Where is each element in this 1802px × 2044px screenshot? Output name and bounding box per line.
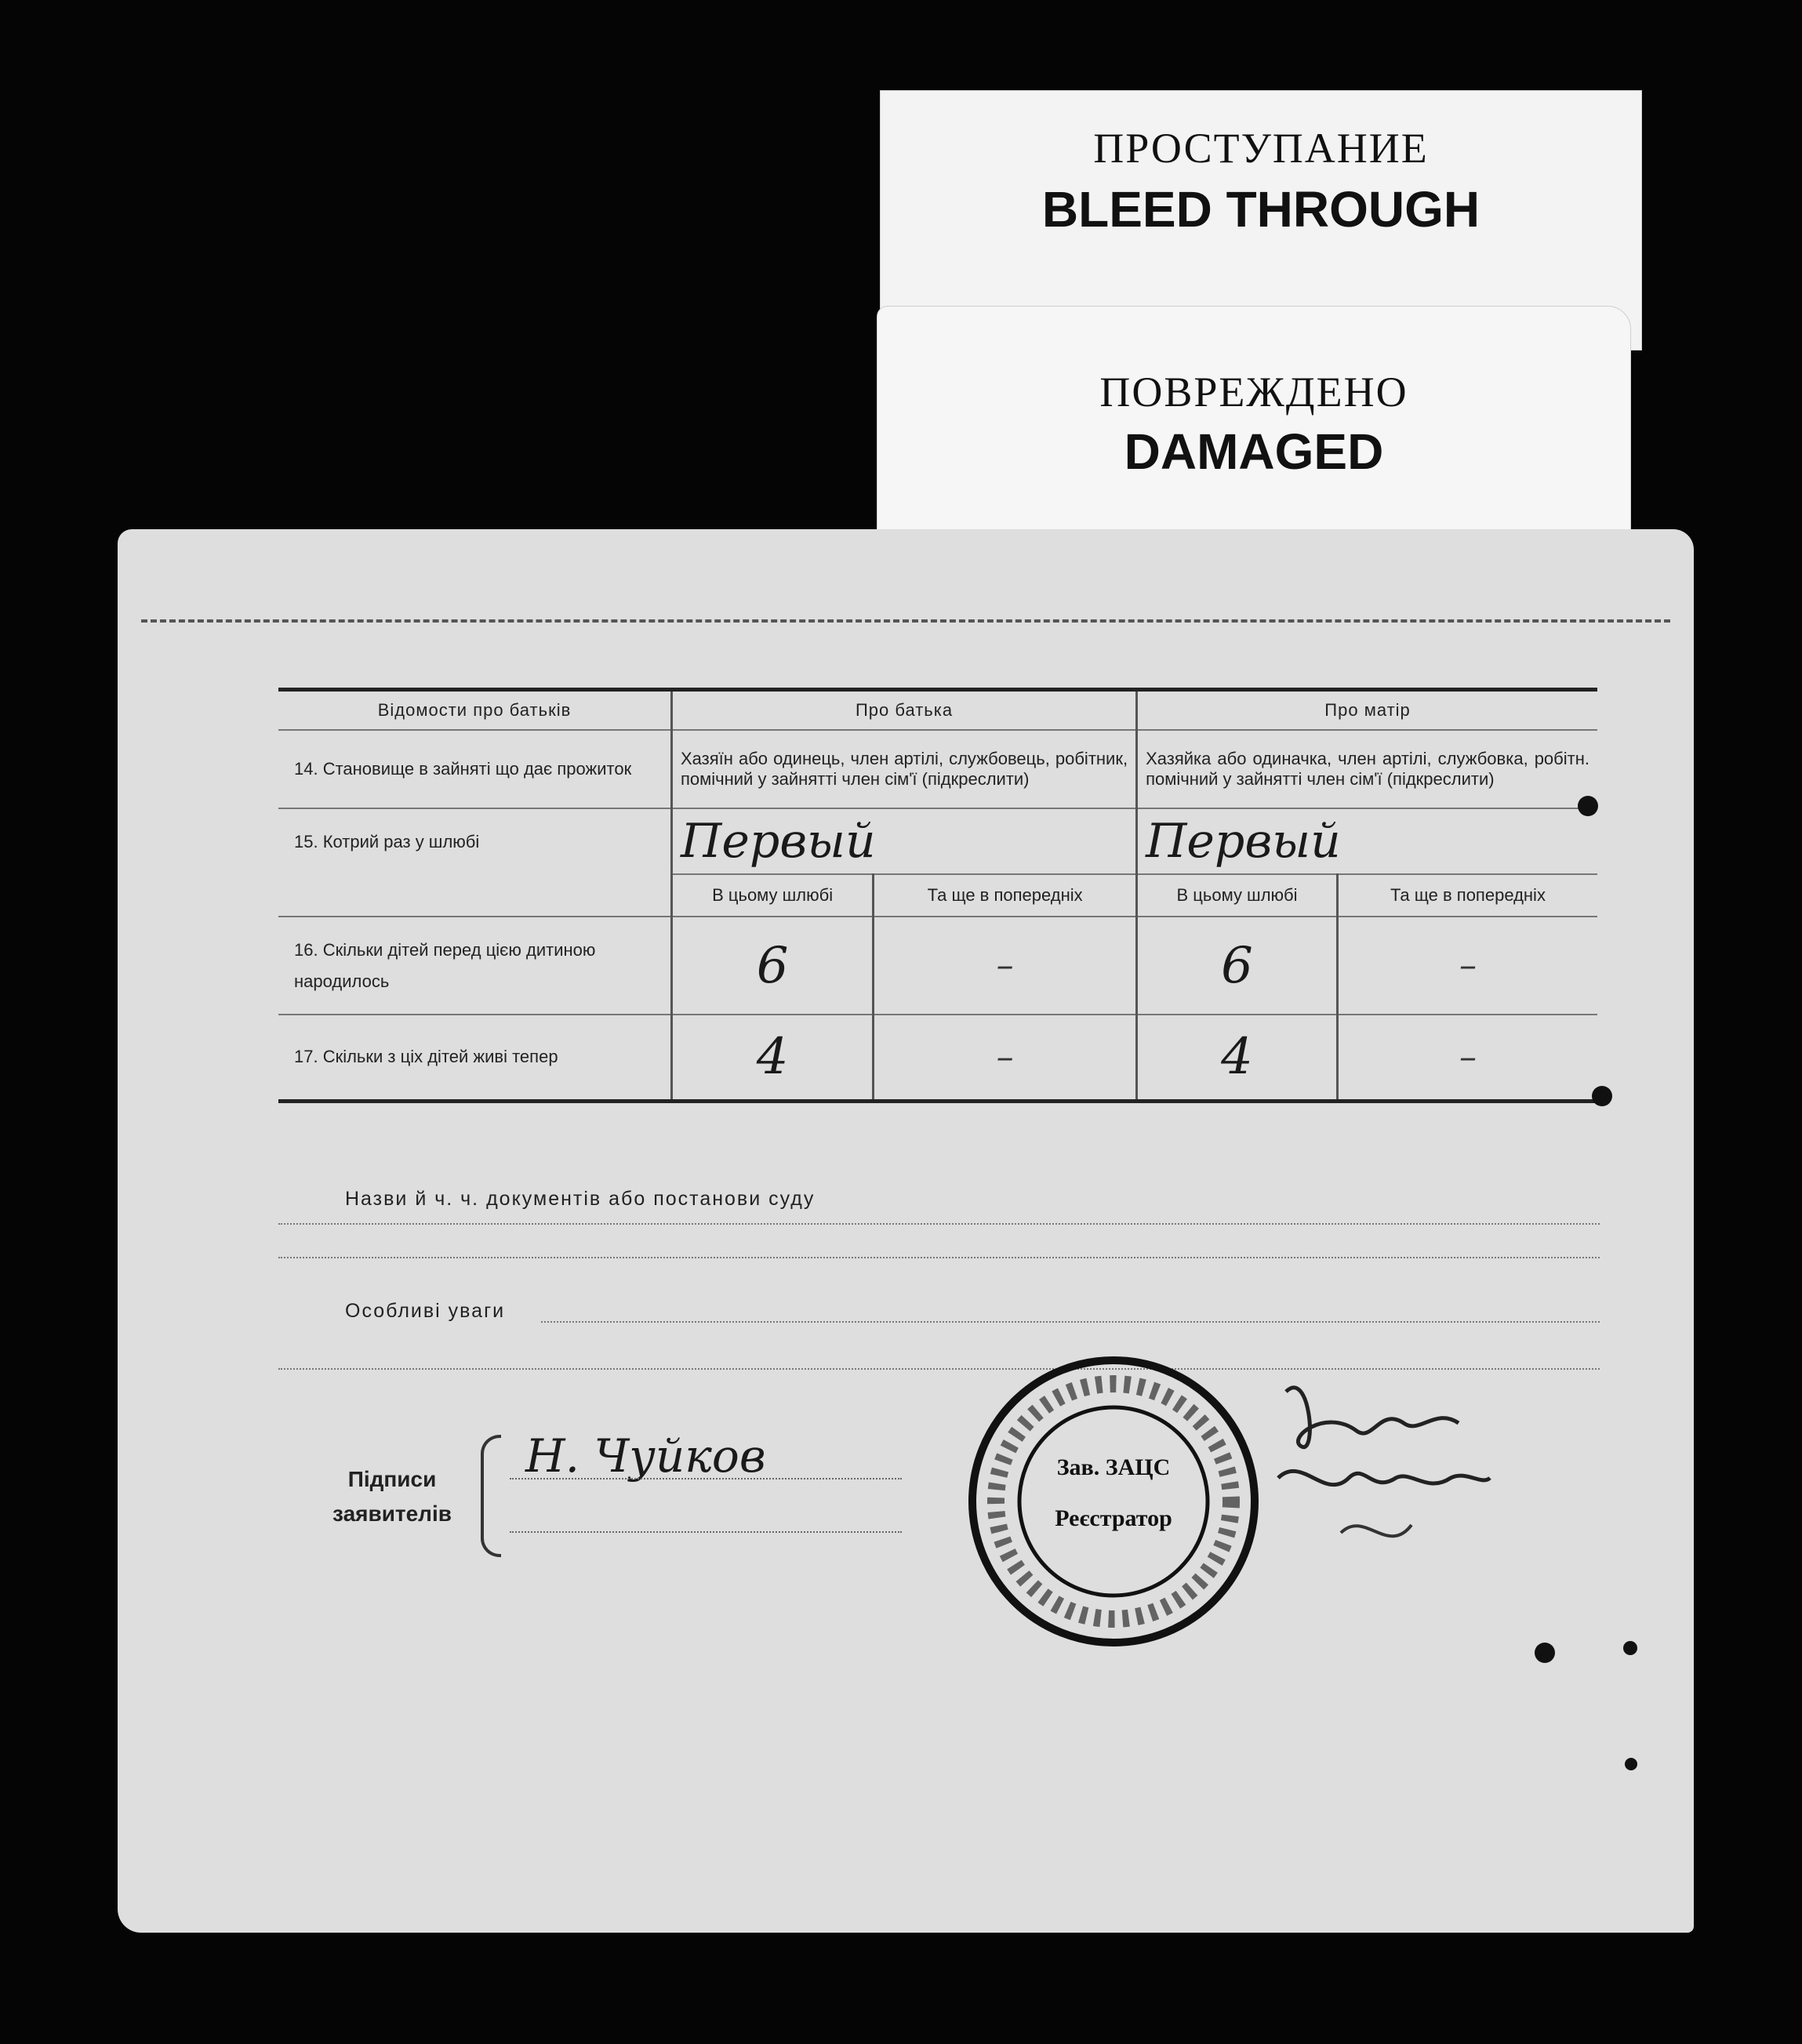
row16-father-prev: – bbox=[874, 917, 1137, 1015]
header-mother: Про матір bbox=[1137, 690, 1597, 731]
remarks-line bbox=[541, 1321, 1600, 1323]
row16-label: 16. Скільки дітей перед цією дитиною народилось bbox=[278, 917, 672, 1015]
row15-mother-value: Первый bbox=[1137, 808, 1597, 874]
signature-line-2 bbox=[510, 1531, 902, 1533]
stamp-registrar-label: Реєстратор bbox=[1055, 1505, 1172, 1531]
subheader-mother-prev: Та ще в попередніх bbox=[1337, 874, 1597, 917]
subheader-mother-this: В цьому шлюбі bbox=[1137, 874, 1338, 917]
punch-hole bbox=[1578, 796, 1598, 816]
header-father: Про батька bbox=[672, 690, 1137, 731]
row14-mother-options: Хазяйка або одиначка, член артілі, службовка, робітн. помічний у зайнятті член сім'ї (підкреслити) bbox=[1137, 730, 1597, 808]
applicant-signature: Н. Чуйков bbox=[525, 1429, 766, 1483]
punch-hole bbox=[1625, 1758, 1637, 1770]
table-row-17 bbox=[278, 1015, 1597, 1101]
row16-mother-prev: – bbox=[1337, 917, 1597, 1015]
damaged-ru: ПОВРЕЖДЕНО bbox=[1099, 369, 1408, 416]
row16-mother-this: 6 bbox=[1137, 917, 1338, 1015]
bleed-through-ru: ПРОСТУПАНИЕ bbox=[1093, 125, 1429, 172]
row17-mother-this: 4 bbox=[1137, 1015, 1338, 1101]
table-header-row bbox=[278, 690, 1597, 731]
row14-label: 14. Становище в зайняті що дає прожиток bbox=[278, 730, 672, 808]
official-stamp bbox=[961, 1349, 1266, 1654]
row14-father-options: Хазяїн або одинець, член артілі, службовець, робітник, помічний у зайнятті член сім'ї (підкреслити) bbox=[672, 730, 1137, 808]
row15-label: 15. Котрий раз у шлюбі bbox=[278, 808, 672, 874]
row17-label: 17. Скільки з ціх дітей живі тепер bbox=[278, 1015, 672, 1101]
row15-father-value: Первый bbox=[672, 808, 1137, 874]
form-sheet bbox=[118, 529, 1694, 1933]
signatures-brace bbox=[481, 1435, 501, 1557]
stamp-head-label: Зав. ЗАЦС bbox=[1056, 1454, 1171, 1480]
row17-father-prev: – bbox=[874, 1015, 1137, 1101]
subheader-father-this: В цьому шлюбі bbox=[672, 874, 874, 917]
punch-hole bbox=[1535, 1643, 1555, 1663]
signature-line-1 bbox=[510, 1478, 902, 1479]
damaged-en: DAMAGED bbox=[1124, 423, 1384, 480]
header-parents-info: Відомости про батьків bbox=[278, 690, 672, 731]
row16-father-this: 6 bbox=[672, 917, 874, 1015]
table-subheader-row bbox=[278, 874, 1597, 917]
table-row-16 bbox=[278, 917, 1597, 1015]
registrar-signature bbox=[1255, 1360, 1506, 1580]
table-row-15 bbox=[278, 808, 1597, 874]
remarks-field-label: Особливі уваги bbox=[345, 1300, 506, 1322]
documents-field-label: Назви й ч. ч. документів або постанови суду bbox=[345, 1188, 816, 1210]
documents-line bbox=[278, 1223, 1600, 1225]
documents-line-2 bbox=[278, 1257, 1600, 1258]
punch-hole bbox=[1623, 1641, 1637, 1655]
perforation-line bbox=[141, 619, 1670, 623]
bleed-through-en: BLEED THROUGH bbox=[1041, 181, 1480, 238]
row17-mother-prev: – bbox=[1337, 1015, 1597, 1101]
subheader-father-prev: Та ще в попередніх bbox=[874, 874, 1137, 917]
damaged-card bbox=[877, 306, 1631, 543]
subheader-spacer bbox=[278, 874, 672, 917]
punch-hole bbox=[1592, 1086, 1612, 1106]
row17-father-this: 4 bbox=[672, 1015, 874, 1101]
signatures-label: Підписи заявителів bbox=[332, 1467, 452, 1526]
table-row-14 bbox=[278, 730, 1597, 808]
parents-table bbox=[278, 688, 1597, 1103]
